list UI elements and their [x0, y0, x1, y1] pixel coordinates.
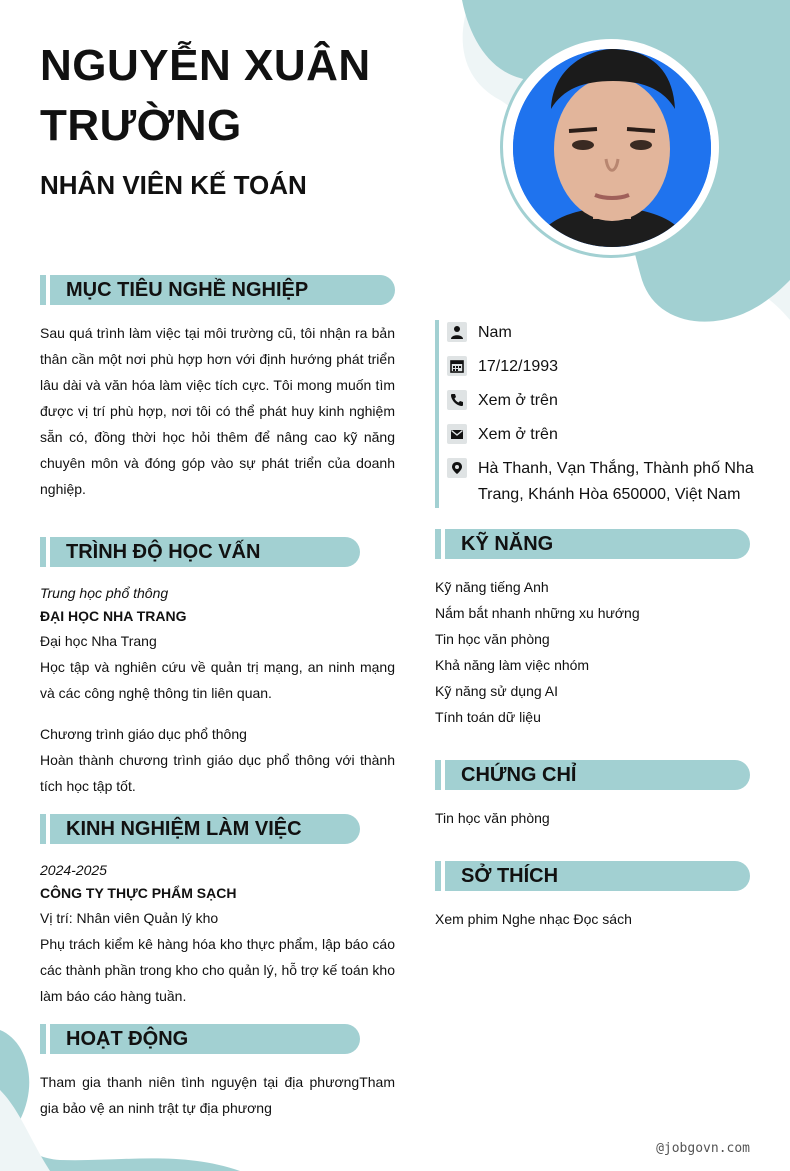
experience-desc: Phụ trách kiểm kê hàng hóa kho thực phẩm, lập báo cáo các thành phần trong kho cho quản lý, hỗ trợ kế toán kho làm báo cáo hàng tuần.: [40, 936, 395, 1004]
education-program: Chương trình giáo dục phổ thông: [40, 726, 247, 742]
skill-item: Nắm bắt nhanh những xu hướng: [435, 605, 640, 621]
contact-gender: [447, 320, 755, 346]
section-header-skills: [435, 529, 750, 559]
section-title: CHỨNG CHỈ: [461, 764, 577, 786]
activities-text: Tham gia thanh niên tình nguyện tại địa phươngTham gia bảo vệ an ninh trật tự địa phương: [40, 1074, 395, 1116]
skill-item: Tin học văn phòng: [435, 631, 550, 647]
section-header-hobbies: [435, 861, 750, 891]
profile-photo: [513, 49, 711, 247]
education-school-upper: ĐẠI HỌC NHA TRANG: [40, 608, 187, 624]
contact-text: Nam: [478, 324, 512, 341]
skill-item: Kỹ năng sử dụng AI: [435, 683, 559, 699]
job-title: NHÂN VIÊN KẾ TOÁN: [40, 170, 307, 200]
skill-item: Kỹ năng tiếng Anh: [435, 579, 549, 595]
experience-position: Vị trí: Nhân viên Quản lý kho: [40, 910, 219, 926]
education-program-desc: Hoàn thành chương trình giáo dục phổ thông với thành tích học tập tốt.: [40, 752, 395, 794]
certificates-list: [435, 805, 550, 831]
education-school: Đại học Nha Trang: [40, 633, 157, 649]
mail-icon: [447, 424, 467, 444]
section-title: KỸ NĂNG: [461, 533, 554, 555]
watermark: @jobgovn.com: [656, 1141, 750, 1156]
section-title: TRÌNH ĐỘ HỌC VẤN: [66, 541, 261, 563]
contact-phone: [447, 388, 755, 414]
section-header-activities: [40, 1024, 360, 1054]
section-header-experience: [40, 814, 360, 844]
section-title: HOẠT ĐỘNG: [66, 1028, 189, 1050]
experience-company: CÔNG TY THỰC PHẨM SẠCH: [40, 885, 237, 901]
objective-text: Sau quá trình làm việc tại môi trường cũ, tôi nhận ra bản thân cần một nơi phù hợp hơn với định hướng phát triển lâu dài và văn hóa làm việc tích cực. Tôi mong muốn tìm được vị trí phù hợp, nơi tôi có thể phát huy kinh nghiệm sẵn có, đồng thời học hỏi thêm để nâng cao kỹ năng chuyên môn và đóng góp vào sự phát triển của doanh nghiệp.: [40, 325, 395, 497]
education-desc: Học tập và nghiên cứu về quản trị mạng, an ninh mạng và các công nghệ thông tin liên quan.: [40, 659, 395, 701]
skills-list: [435, 574, 640, 730]
contact-text: Xem ở trên: [478, 426, 558, 443]
person-icon: [447, 322, 467, 342]
location-icon: [447, 458, 467, 478]
calendar-icon: [447, 356, 467, 376]
hobbies-text: Xem phim Nghe nhạc Đọc sách: [435, 911, 632, 927]
section-title: MỤC TIÊU NGHỀ NGHIỆP: [66, 279, 309, 301]
contact-address: [447, 456, 755, 508]
section-header-objective: [40, 275, 395, 305]
section-title: SỞ THÍCH: [461, 865, 559, 887]
experience-period: 2024-2025: [40, 862, 107, 878]
contact-text: Hà Thanh, Vạn Thắng, Thành phố Nha Trang, Khánh Hòa 650000, Việt Nam: [478, 460, 754, 503]
hobbies-list: [435, 906, 632, 932]
education-level: Trung học phổ thông: [40, 585, 169, 601]
skill-item: Tính toán dữ liệu: [435, 709, 541, 725]
contact-text: 17/12/1993: [478, 358, 559, 375]
certificate-item: Tin học văn phòng: [435, 810, 550, 826]
contact-text: Xem ở trên: [478, 392, 558, 409]
candidate-name: NGUYỄN XUÂN TRƯỜNG: [40, 41, 371, 150]
section-header-education: [40, 537, 360, 567]
contact-birthdate: [447, 354, 755, 380]
contact-info: [435, 320, 755, 508]
phone-icon: [447, 390, 467, 410]
section-header-certificates: [435, 760, 750, 790]
skill-item: Khả năng làm việc nhóm: [435, 657, 590, 673]
contact-email: [447, 422, 755, 448]
section-title: KINH NGHIỆM LÀM VIỆC: [66, 818, 302, 840]
